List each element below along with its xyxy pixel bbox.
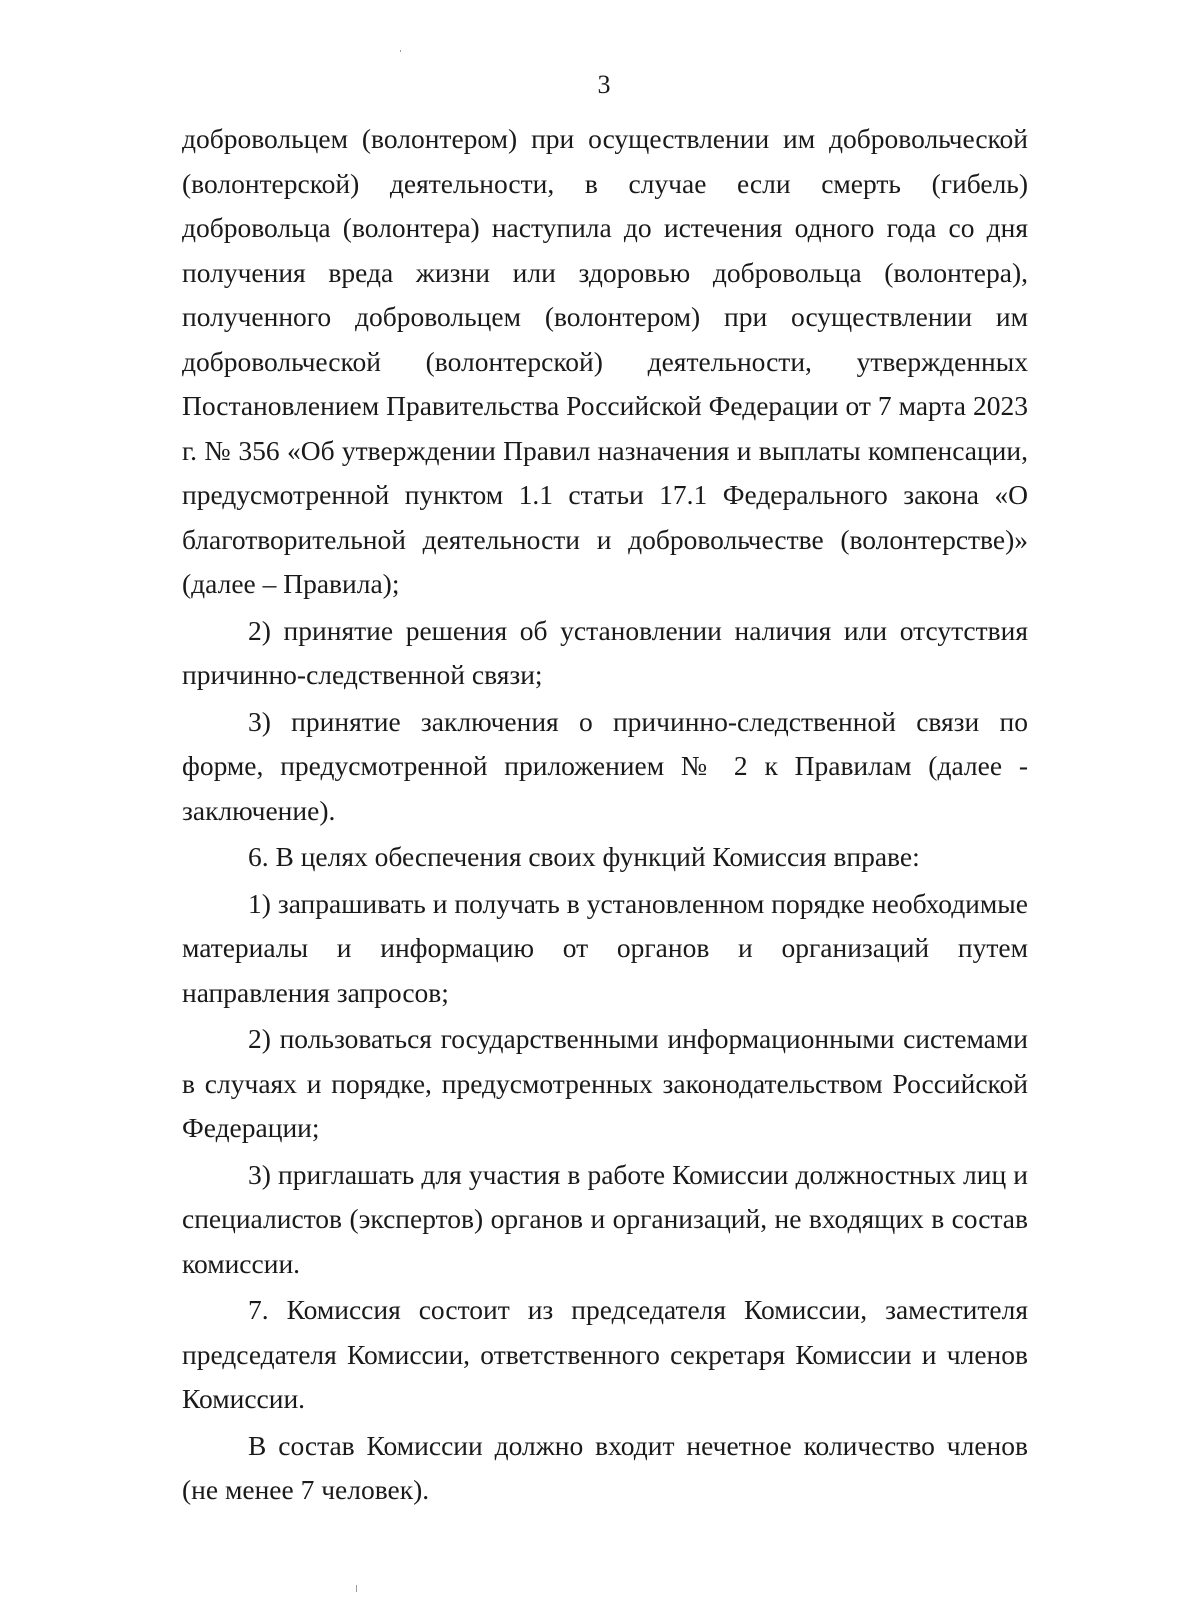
paragraph-continuation: добровольцем (волонтером) при осуществлении им добровольческой (волонтерской) деятельности, в случае если смерть (гибель) добровольца (волонтера) наступила до истечения одного года со дня получения вреда жизни или здоровью добровольца (волонтера), полученного добровольцем (волонтером) при осуществлении им добровольческой (волонтерской) деятельности, утвержденных Постановлением Правительства Российской Федерации от 7 марта 2023 г. № 356 «Об утверждении Правил назначения и выплаты компенсации, предусмотренной пунктом 1.1 статьи 17.1 Федерального закона «О благотворительной деятельности и добровольчестве (волонтерстве)» (далее – Правила);	[182, 123, 1028, 599]
scan-artifact	[356, 1585, 357, 1592]
paragraph-item-2: 2) принятие решения об установлении наличия или отсутствия причинно-следственной связи;	[182, 614, 1028, 690]
paragraph-section-6-item-3: 3) приглашать для участия в работе Комиссии должностных лиц и специалистов (экспертов) органов и организаций, не входящих в состав комиссии.	[182, 1158, 1028, 1279]
paragraph-section-6-item-1: 1) запрашивать и получать в установленном порядке необходимые материалы и информацию от органов и организаций путем направления запросов;	[182, 887, 1028, 1008]
scan-artifact	[400, 50, 401, 52]
page-number: 3	[597, 70, 611, 99]
paragraph-item-3: 3) принятие заключения о причинно-следственной связи по форме, предусмотренной приложением № 2 к Правилам (далее - заключение).	[182, 705, 1028, 826]
paragraph-section-6: 6. В целях обеспечения своих функций Комиссия вправе:	[248, 841, 920, 872]
paragraph-composition: В состав Комиссии должно входит нечетное количество членов (не менее 7 человек).	[182, 1429, 1028, 1505]
paragraph-section-7: 7. Комиссия состоит из председателя Комиссии, заместителя председателя Комиссии, ответственного секретаря Комиссии и членов Комиссии.	[182, 1294, 1028, 1414]
paragraph-section-6-item-2: 2) пользоваться государственными информационными системами в случаях и порядке, предусмотренных законодательством Российской Федерации;	[182, 1023, 1028, 1143]
document-body	[182, 117, 1028, 1513]
